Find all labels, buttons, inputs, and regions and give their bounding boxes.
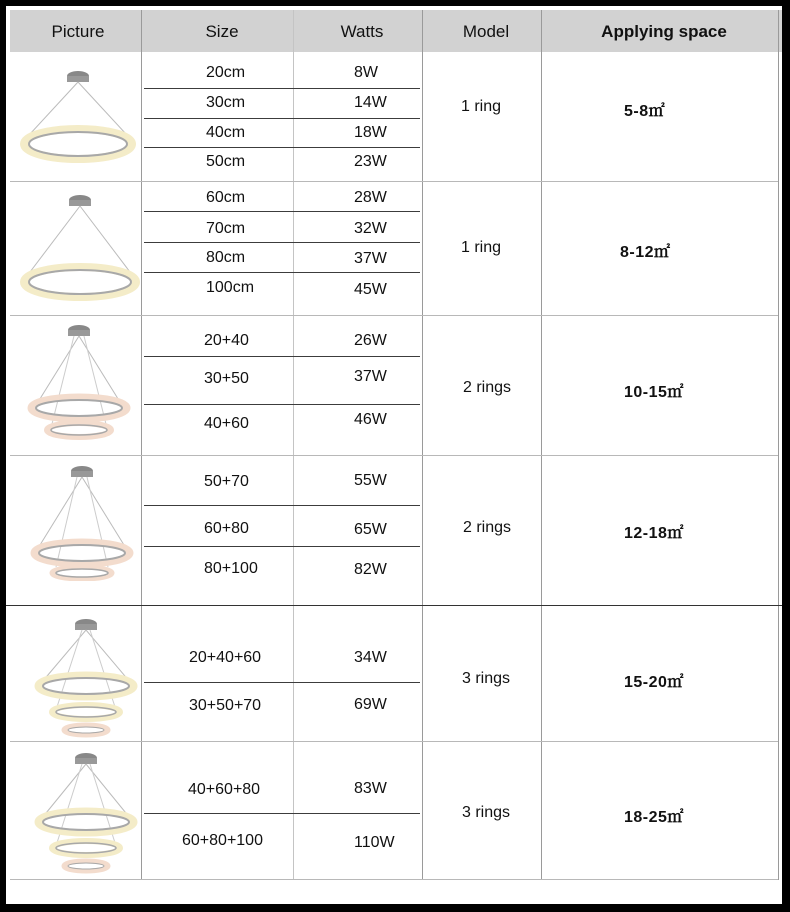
sub-row-separator <box>144 211 420 212</box>
three-ring-chandelier-large-icon <box>34 748 138 874</box>
watts-value: 46W <box>354 411 387 428</box>
watts-value: 69W <box>354 696 387 713</box>
model-value: 2 rings <box>463 379 512 396</box>
row-separator <box>10 741 778 742</box>
row-separator <box>10 455 778 456</box>
watts-value: 37W <box>354 368 387 385</box>
one-ring-chandelier-large-icon <box>20 190 140 306</box>
applying-space-value: 8-12㎡ <box>620 244 671 261</box>
sub-row-separator <box>144 404 420 405</box>
size-value: 100cm <box>206 279 255 296</box>
sub-row-separator <box>144 505 420 506</box>
sub-row-separator <box>144 272 420 273</box>
header-size: Size <box>205 22 239 41</box>
model-value: 2 rings <box>463 519 512 536</box>
size-value: 30+50 <box>204 370 249 387</box>
size-value: 60cm <box>206 189 246 206</box>
size-value: 40+60+80 <box>188 781 261 798</box>
size-value: 80+100 <box>204 560 258 577</box>
size-value: 60+80 <box>204 520 249 537</box>
sub-row-separator <box>144 88 420 89</box>
header-applying-space: Applying space <box>601 22 727 41</box>
column-divider <box>778 10 779 880</box>
sub-row-separator <box>144 147 420 148</box>
watts-value: 8W <box>354 64 378 81</box>
applying-space-value: 18-25㎡ <box>624 809 684 826</box>
watts-value: 82W <box>354 561 387 578</box>
sub-row-separator <box>144 813 420 814</box>
watts-value: 26W <box>354 332 387 349</box>
two-ring-chandelier-large-icon <box>30 461 134 581</box>
applying-space-value: 5-8㎡ <box>624 103 666 120</box>
column-divider <box>141 10 142 880</box>
header-picture: Picture <box>51 22 105 41</box>
watts-value: 28W <box>354 189 387 206</box>
size-value: 50cm <box>206 153 246 170</box>
row-separator <box>10 315 778 316</box>
model-value: 1 ring <box>461 239 502 256</box>
watts-value: 45W <box>354 281 387 298</box>
row-separator <box>10 181 778 182</box>
sub-row-separator <box>144 546 420 547</box>
header-model: Model <box>462 22 510 41</box>
size-value: 30cm <box>206 94 246 111</box>
sub-row-separator <box>144 118 420 119</box>
size-value: 30+50+70 <box>189 697 262 714</box>
watts-value: 14W <box>354 94 387 111</box>
sub-row-separator <box>144 356 420 357</box>
applying-space-value: 10-15㎡ <box>624 384 684 401</box>
applying-space-value: 15-20㎡ <box>624 674 684 691</box>
size-value: 40cm <box>206 124 246 141</box>
size-value: 20+40+60 <box>189 649 262 666</box>
header-watts: Watts <box>340 22 384 41</box>
two-ring-chandelier-icon <box>26 320 132 442</box>
watts-value: 23W <box>354 153 387 170</box>
size-value: 50+70 <box>204 473 249 490</box>
size-value: 80cm <box>206 249 246 266</box>
column-divider <box>293 10 294 880</box>
table-header <box>10 10 782 52</box>
size-value: 60+80+100 <box>182 832 263 849</box>
size-value: 20cm <box>206 64 246 81</box>
watts-value: 65W <box>354 521 387 538</box>
model-value: 1 ring <box>461 98 502 115</box>
watts-value: 37W <box>354 250 387 267</box>
watts-value: 55W <box>354 472 387 489</box>
watts-value: 83W <box>354 780 387 797</box>
model-value: 3 rings <box>462 804 511 821</box>
column-divider <box>422 10 423 880</box>
one-ring-chandelier-icon <box>20 64 136 168</box>
column-divider <box>541 10 542 880</box>
sub-row-separator <box>144 682 420 683</box>
model-value: 3 rings <box>462 670 511 687</box>
watts-value: 34W <box>354 649 387 666</box>
size-value: 20+40 <box>204 332 249 349</box>
watts-value: 18W <box>354 124 387 141</box>
spec-table-sheet <box>6 6 782 904</box>
row-separator <box>6 605 782 606</box>
applying-space-value: 12-18㎡ <box>624 525 684 542</box>
watts-value: 110W <box>354 834 395 851</box>
sub-row-separator <box>144 242 420 243</box>
row-separator <box>10 879 778 880</box>
size-value: 40+60 <box>204 415 249 432</box>
three-ring-chandelier-icon <box>34 614 138 738</box>
watts-value: 32W <box>354 220 387 237</box>
size-value: 70cm <box>206 220 246 237</box>
